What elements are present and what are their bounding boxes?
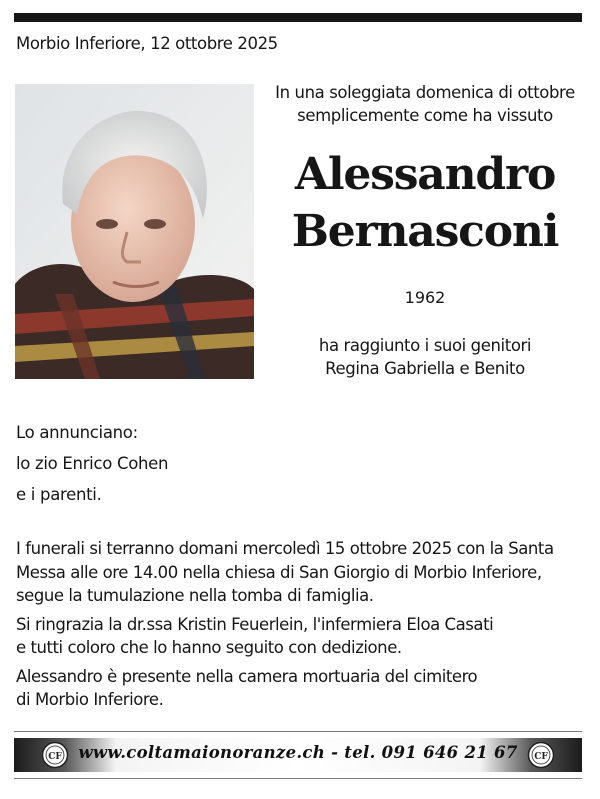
portrait-photo-image bbox=[15, 84, 254, 379]
top-rule bbox=[14, 13, 582, 22]
funeral-line-2: Messa alle ore 14.00 nella chiesa di San Giorgio di Morbio Inferiore, bbox=[16, 562, 542, 582]
intro-line-1: In una soleggiata domenica di ottobre bbox=[275, 83, 575, 102]
viewing-line-2: di Morbio Inferiore. bbox=[16, 690, 164, 709]
deceased-name bbox=[262, 146, 588, 260]
viewing-paragraph bbox=[16, 665, 586, 712]
last-name: Bernasconi bbox=[291, 206, 559, 257]
intro-text bbox=[262, 81, 588, 127]
footer-bar bbox=[14, 738, 582, 772]
first-name: Alessandro bbox=[294, 149, 556, 200]
thanks-paragraph bbox=[16, 613, 586, 660]
footer-rule-top bbox=[14, 731, 582, 732]
svg-text:CF: CF bbox=[534, 752, 548, 762]
announcers bbox=[16, 417, 168, 510]
svg-text:CF: CF bbox=[48, 752, 62, 762]
place-date: Morbio Inferiore, 12 ottobre 2025 bbox=[16, 34, 278, 53]
funeral-line-1: I funerali si terranno domani mercoledì 15 ottobre 2025 con la Santa bbox=[16, 539, 554, 558]
intro-line-2: semplicemente come ha vissuto bbox=[297, 106, 553, 125]
thanks-line-2: e tutti coloro che lo hanno seguito con dedizione. bbox=[16, 638, 402, 657]
footer-contact: www.coltamaionoranze.ch - tel. 091 646 21 67 bbox=[78, 743, 518, 762]
viewing-line-1: Alessandro è presente nella camera mortuaria del cimitero bbox=[16, 666, 478, 686]
funeral-line-3: segue la tumulazione nella tomba di famiglia. bbox=[16, 586, 374, 605]
announcers-heading: Lo annunciano: bbox=[16, 423, 138, 442]
body-text bbox=[16, 537, 586, 717]
birth-year: 1962 bbox=[404, 288, 446, 307]
reached-line-1: ha raggiunto i suoi genitori bbox=[318, 336, 532, 355]
announcer-item: e i parenti. bbox=[16, 485, 102, 504]
reached-line-2: Regina Gabriella e Benito bbox=[325, 359, 525, 378]
portrait-photo bbox=[15, 84, 254, 379]
funeral-home-emblem-icon bbox=[527, 741, 555, 769]
announcer-item: lo zio Enrico Cohen bbox=[16, 454, 169, 473]
thanks-line-1: Si ringrazia la dr.ssa Kristin Feuerlein, l'infermiera Eloa Casati bbox=[16, 614, 494, 634]
footer-rule-bottom bbox=[14, 778, 582, 779]
reached-text bbox=[262, 334, 588, 380]
funeral-paragraph bbox=[16, 537, 586, 608]
